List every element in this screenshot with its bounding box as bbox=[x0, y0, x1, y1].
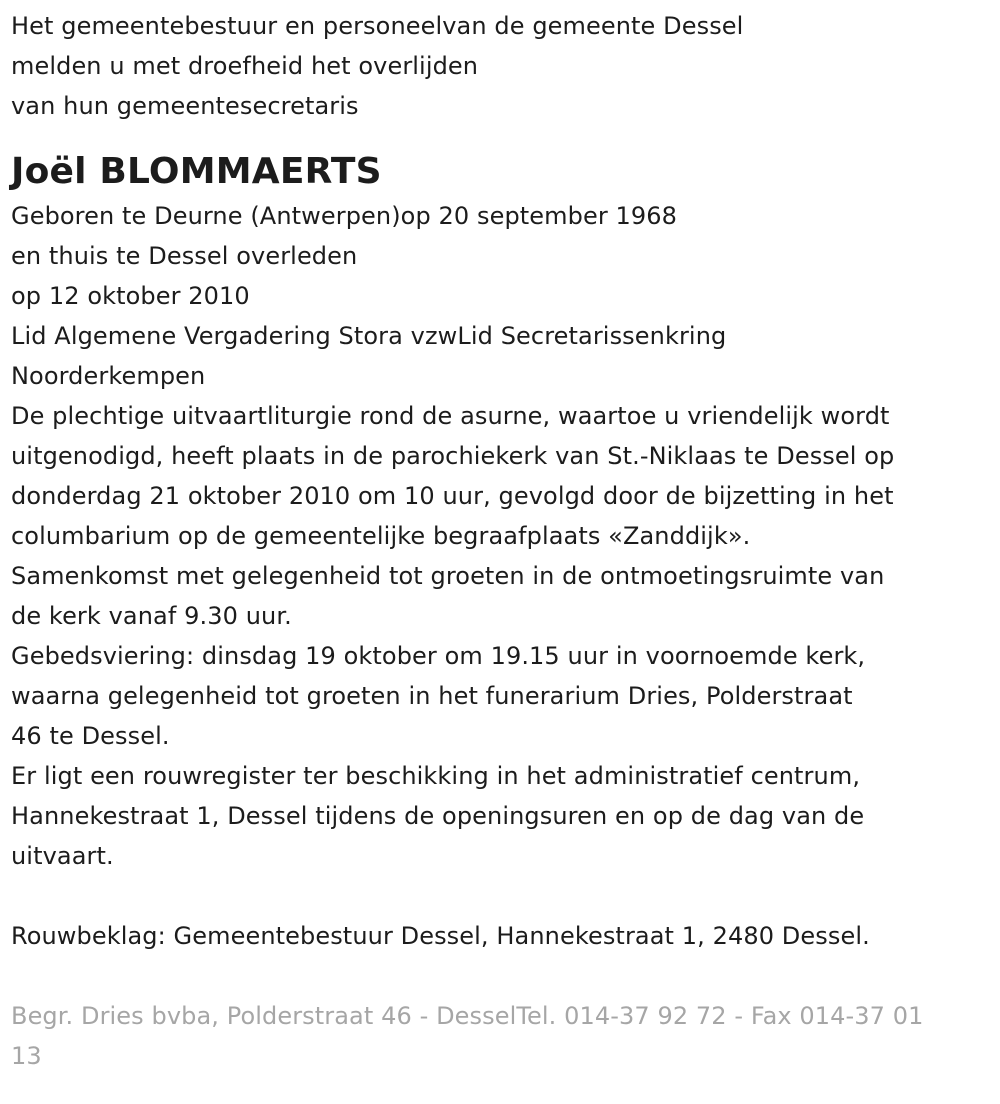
intro-line: van hun gemeentesecretaris bbox=[11, 92, 359, 120]
deceased-name: Joël BLOMMAERTS bbox=[11, 151, 382, 192]
body-line: columbarium op de gemeentelijke begraafplaats «Zanddijk». bbox=[11, 522, 751, 550]
funeral-home-footer bbox=[11, 996, 989, 1076]
footer-line: Begr. Dries bvba, Polderstraat 46 - DesselTel. 014-37 92 72 - Fax 014-37 01 bbox=[11, 1002, 924, 1030]
condolences-line: Rouwbeklag: Gemeentebestuur Dessel, Hannekestraat 1, 2480 Dessel. bbox=[11, 922, 870, 950]
body-line: Lid Algemene Vergadering Stora vzwLid Secretarissenkring bbox=[11, 322, 727, 350]
spacer bbox=[11, 876, 989, 916]
body-line: 46 te Dessel. bbox=[11, 722, 170, 750]
body-line: Samenkomst met gelegenheid tot groeten in de ontmoetingsruimte van bbox=[11, 562, 885, 590]
footer-line: 13 bbox=[11, 1042, 42, 1070]
body-line: Hannekestraat 1, Dessel tijdens de openingsuren en op de dag van de bbox=[11, 802, 865, 830]
body-line: waarna gelegenheid tot groeten in het funerarium Dries, Polderstraat bbox=[11, 682, 853, 710]
body-line: donderdag 21 oktober 2010 om 10 uur, gevolgd door de bijzetting in het bbox=[11, 482, 894, 510]
body-line: de kerk vanaf 9.30 uur. bbox=[11, 602, 292, 630]
body-line: Gebedsviering: dinsdag 19 oktober om 19.15 uur in voornoemde kerk, bbox=[11, 642, 866, 670]
body-line: uitvaart. bbox=[11, 842, 114, 870]
body-line: Geboren te Deurne (Antwerpen)op 20 september 1968 bbox=[11, 202, 678, 230]
body-line: De plechtige uitvaartliturgie rond de asurne, waartoe u vriendelijk wordt bbox=[11, 402, 890, 430]
body-line: Er ligt een rouwregister ter beschikking in het administratief centrum, bbox=[11, 762, 861, 790]
intro-paragraph bbox=[11, 6, 989, 126]
obituary-notice bbox=[11, 6, 989, 1076]
body-text bbox=[11, 196, 989, 876]
body-line: op 12 oktober 2010 bbox=[11, 282, 250, 310]
body-line: Noorderkempen bbox=[11, 362, 206, 390]
intro-line: Het gemeentebestuur en personeelvan de gemeente Dessel bbox=[11, 12, 744, 40]
intro-line: melden u met droefheid het overlijden bbox=[11, 52, 479, 80]
body-line: en thuis te Dessel overleden bbox=[11, 242, 358, 270]
body-line: uitgenodigd, heeft plaats in de parochiekerk van St.-Niklaas te Dessel op bbox=[11, 442, 895, 470]
